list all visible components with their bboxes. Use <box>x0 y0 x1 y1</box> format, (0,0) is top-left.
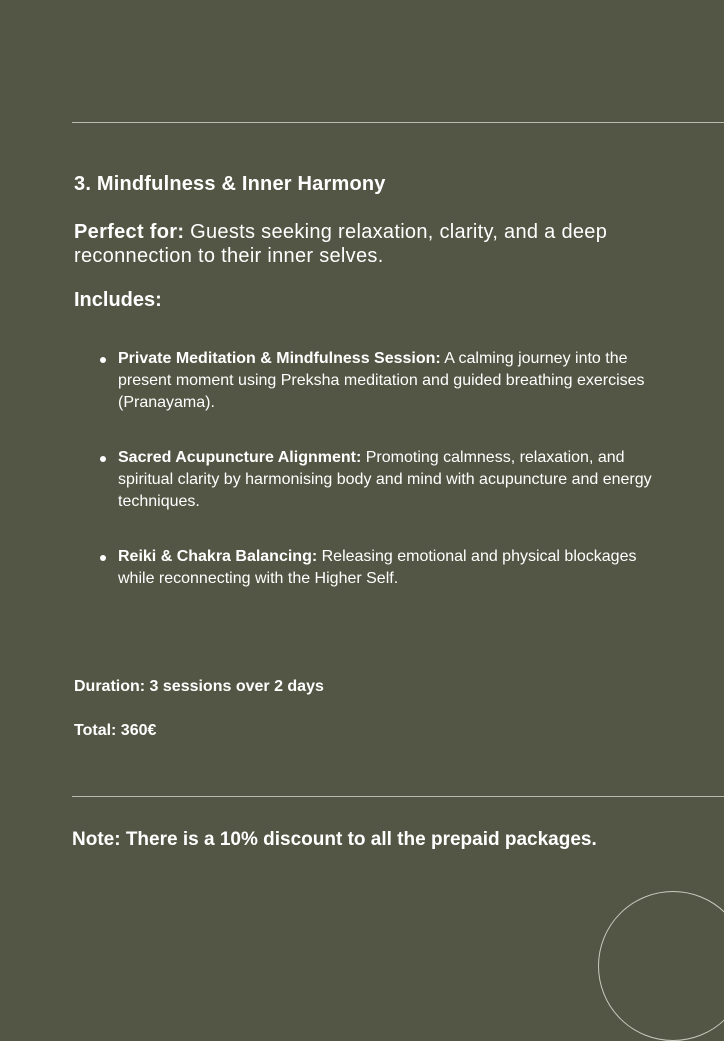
bullet-icon <box>100 456 106 462</box>
includes-heading: Includes: <box>74 289 162 311</box>
list-item <box>96 348 666 414</box>
discount-note: Note: There is a 10% discount to all the prepaid packages. <box>72 829 597 850</box>
perfect-for-text: Guests seeking relaxation, clarity, and a deep reconnection to their inner selves. <box>74 221 608 267</box>
bottom-divider <box>72 796 724 797</box>
list-item <box>96 447 666 513</box>
perfect-for-label: Perfect for: <box>74 221 185 243</box>
duration-text: Duration: 3 sessions over 2 days <box>74 678 324 695</box>
service-title: Private Meditation & Mindfulness Session: <box>118 350 441 367</box>
service-title: Sacred Acupuncture Alignment: <box>118 449 362 466</box>
service-description: Promoting calmness, relaxation, and spiritual clarity by harmonising body and mind with acupuncture and energy techniques. <box>118 449 652 510</box>
service-description: A calming journey into the present moment using Preksha meditation and guided breathing exercises (Pranayama). <box>118 350 645 411</box>
bullet-icon <box>100 555 106 561</box>
package-heading: 3. Mindfulness & Inner Harmony <box>74 173 386 195</box>
service-description: Releasing emotional and physical blockages while reconnecting with the Higher Self. <box>118 548 637 587</box>
list-item <box>96 546 666 590</box>
service-title: Reiki & Chakra Balancing: <box>118 548 318 565</box>
perfect-for-paragraph <box>74 220 674 268</box>
bullet-icon <box>100 357 106 363</box>
top-divider <box>72 122 724 123</box>
total-price: Total: 360€ <box>74 722 157 739</box>
decorative-circle-icon <box>598 891 724 1041</box>
services-list <box>96 348 666 623</box>
